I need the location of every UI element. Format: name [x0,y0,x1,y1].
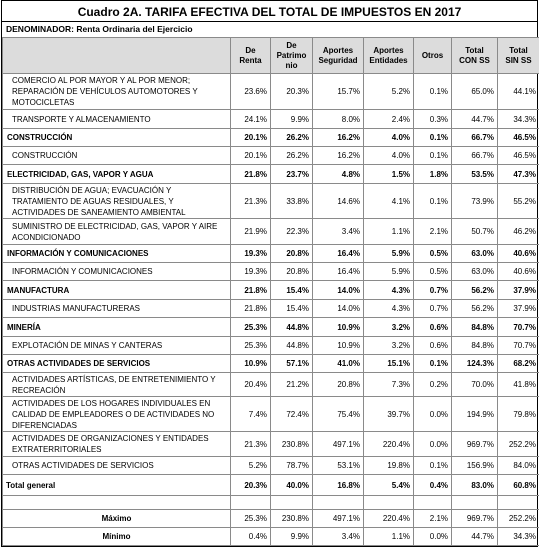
cell-total-con-ss: 84.8% [452,318,498,337]
table-row [3,337,539,355]
header-line: SIN SS [505,56,531,65]
cell-total-sin-ss: 41.8% [498,373,539,397]
cell-aportes-seguridad: 14.6% [313,184,364,219]
spacer-cell [498,496,539,510]
row-label: EXPLOTACIÓN DE MINAS Y CANTERAS [3,337,231,355]
cell-aportes-entidades: 5.2% [364,74,414,110]
header-blank-cell [3,38,231,74]
stat-aportes-entidades: 1.1% [364,528,414,546]
row-label: SUMINISTRO DE ELECTRICIDAD, GAS, VAPOR Y AIRE ACONDICIONADO [3,219,231,245]
cell-otros: 0.7% [414,300,452,318]
cell-aportes-seguridad: 16.4% [313,263,364,281]
cell-de-renta: 25.3% [231,337,271,355]
cell-aportes-entidades: 15.1% [364,355,414,373]
denominator-label: DENOMINADOR: Renta Ordinaria del Ejercicio [1,22,538,37]
cell-total-con-ss: 56.2% [452,281,498,300]
cell-de-patrimonio: 44.8% [271,337,313,355]
cell-de-renta: 19.3% [231,245,271,263]
header-total-con-ss [452,38,498,74]
cell-de-patrimonio: 15.4% [271,300,313,318]
row-label: OTRAS ACTIVIDADES DE SERVICIOS [3,355,231,373]
cell-total-sin-ss: 252.2% [498,432,539,457]
cell-aportes-entidades: 220.4% [364,432,414,457]
header-line: Otros [422,51,443,60]
header-line: CON SS [459,56,490,65]
stat-aportes-entidades: 220.4% [364,510,414,528]
cell-de-patrimonio: 33.8% [271,184,313,219]
section-row [3,355,539,373]
max-row [3,510,539,528]
table-frame [1,37,538,547]
row-label: INFORMACIÓN Y COMUNICACIONES [3,245,231,263]
cell-otros: 0.1% [414,74,452,110]
cell-total-sin-ss: 34.3% [498,110,539,129]
cell-aportes-seguridad: 53.1% [313,457,364,475]
table-row [3,219,539,245]
spacer-cell [271,496,313,510]
header-line: Total [465,46,484,55]
cell-aportes-entidades: 4.0% [364,147,414,165]
cell-otros: 2.1% [414,219,452,245]
cell-otros: 0.0% [414,397,452,432]
cell-total-sin-ss: 47.3% [498,165,539,184]
cell-total-sin-ss: 68.2% [498,355,539,373]
cell-total-con-ss: 84.8% [452,337,498,355]
header-line: De [245,46,255,55]
cell-de-patrimonio: 23.7% [271,165,313,184]
header-line: nio [286,61,298,70]
header-line: Patrimo [277,51,307,60]
table-row [3,74,539,110]
cell-de-renta: 10.9% [231,355,271,373]
row-label: CONSTRUCCIÓN [3,129,231,147]
cell-total-con-ss: 66.7% [452,129,498,147]
section-row [3,245,539,263]
cell-total-con-ss: 44.7% [452,110,498,129]
cell-otros: 0.5% [414,245,452,263]
cell-de-patrimonio: 22.3% [271,219,313,245]
cell-aportes-seguridad: 14.0% [313,300,364,318]
cell-aportes-entidades: 2.4% [364,110,414,129]
cell-aportes-seguridad: 3.4% [313,219,364,245]
cell-total-con-ss: 63.0% [452,245,498,263]
cell-de-renta: 21.8% [231,165,271,184]
cell-de-renta: 7.4% [231,397,271,432]
cell-aportes-entidades: 3.2% [364,337,414,355]
cell-total-sin-ss: 37.9% [498,300,539,318]
cell-total-con-ss: 969.7% [452,432,498,457]
cell-otros: 0.7% [414,281,452,300]
cell-de-renta: 21.8% [231,300,271,318]
cell-otros: 0.6% [414,318,452,337]
cell-total-con-ss: 56.2% [452,300,498,318]
row-label: INFORMACIÓN Y COMUNICACIONES [3,263,231,281]
cell-aportes-entidades: 7.3% [364,373,414,397]
row-label: OTRAS ACTIVIDADES DE SERVICIOS [3,457,231,475]
row-label: DISTRIBUCIÓN DE AGUA; EVACUACIÓN Y TRATAMIENTO DE AGUAS RESIDUALES, Y ACTIVIDADES DE SANEAMIENTO AMBIENTAL [3,184,231,219]
row-label: TRANSPORTE Y ALMACENAMIENTO [3,110,231,129]
spacer-cell [452,496,498,510]
table-row [3,300,539,318]
cell-otros: 0.0% [414,432,452,457]
cell-de-renta: 20.1% [231,129,271,147]
cell-otros: 0.6% [414,337,452,355]
cell-de-patrimonio: 44.8% [271,318,313,337]
cell-total-sin-ss: 46.2% [498,219,539,245]
table-body [3,74,539,546]
header-line: Aportes [323,46,353,55]
cell-total-sin-ss: 46.5% [498,147,539,165]
cell-aportes-entidades: 39.7% [364,397,414,432]
cell-aportes-entidades: 1.1% [364,219,414,245]
cell-de-patrimonio: 72.4% [271,397,313,432]
cell-de-patrimonio: 230.8% [271,432,313,457]
header-line: Entidades [369,56,407,65]
stat-aportes-seguridad: 3.4% [313,528,364,546]
cell-total-sin-ss: 55.2% [498,184,539,219]
stat-total-sin-ss: 252.2% [498,510,539,528]
cell-total-sin-ss: 46.5% [498,129,539,147]
stat-total-con-ss: 969.7% [452,510,498,528]
cell-de-patrimonio: 20.3% [271,74,313,110]
section-row [3,129,539,147]
cell-de-renta: 20.3% [231,475,271,496]
spacer-cell [313,496,364,510]
row-label: ACTIVIDADES DE LOS HOGARES INDIVIDUALES EN CALIDAD DE EMPLEADORES O DE ACTIVIDADES NO DIFERENCIADAS [3,397,231,432]
cell-aportes-entidades: 19.8% [364,457,414,475]
cell-de-patrimonio: 21.2% [271,373,313,397]
cell-total-sin-ss: 79.8% [498,397,539,432]
cell-de-patrimonio: 20.8% [271,263,313,281]
table-row [3,184,539,219]
table-row [3,457,539,475]
table-row [3,373,539,397]
header-line: Aportes [373,46,403,55]
cell-aportes-seguridad: 16.4% [313,245,364,263]
cell-aportes-entidades: 4.3% [364,281,414,300]
cell-total-sin-ss: 84.0% [498,457,539,475]
cell-de-renta: 19.3% [231,263,271,281]
cell-de-renta: 23.6% [231,74,271,110]
cell-de-renta: 21.3% [231,184,271,219]
stat-de-renta: 0.4% [231,528,271,546]
cell-total-con-ss: 156.9% [452,457,498,475]
cell-total-sin-ss: 70.7% [498,337,539,355]
cell-de-patrimonio: 9.9% [271,110,313,129]
row-label: ACTIVIDADES DE ORGANIZACIONES Y ENTIDADES EXTRATERRITORIALES [3,432,231,457]
cell-aportes-entidades: 1.5% [364,165,414,184]
cell-aportes-seguridad: 16.2% [313,129,364,147]
cell-aportes-entidades: 4.0% [364,129,414,147]
cell-aportes-entidades: 5.9% [364,263,414,281]
row-label: INDUSTRIAS MANUFACTURERAS [3,300,231,318]
stat-de-patrimonio: 230.8% [271,510,313,528]
cell-aportes-entidades: 4.3% [364,300,414,318]
cell-otros: 0.2% [414,373,452,397]
cell-aportes-entidades: 5.9% [364,245,414,263]
stat-total-con-ss: 44.7% [452,528,498,546]
cell-de-patrimonio: 26.2% [271,147,313,165]
cell-aportes-seguridad: 15.7% [313,74,364,110]
header-row [3,38,539,74]
cell-aportes-seguridad: 16.2% [313,147,364,165]
cell-de-renta: 21.9% [231,219,271,245]
cell-de-renta: 21.8% [231,281,271,300]
header-line: Seguridad [318,56,357,65]
cell-de-patrimonio: 78.7% [271,457,313,475]
cell-de-renta: 5.2% [231,457,271,475]
row-label: Total general [3,475,231,496]
cell-otros: 0.3% [414,110,452,129]
spacer-cell [364,496,414,510]
row-label: MINERÍA [3,318,231,337]
cell-aportes-entidades: 3.2% [364,318,414,337]
cell-de-renta: 20.4% [231,373,271,397]
header-total-sin-ss [498,38,539,74]
cell-total-sin-ss: 70.7% [498,318,539,337]
cell-total-con-ss: 70.0% [452,373,498,397]
header-line: Total [509,46,528,55]
cell-total-con-ss: 53.5% [452,165,498,184]
cell-aportes-entidades: 4.1% [364,184,414,219]
cell-total-con-ss: 194.9% [452,397,498,432]
table-row [3,397,539,432]
section-row [3,165,539,184]
cell-aportes-seguridad: 20.8% [313,373,364,397]
cell-total-sin-ss: 37.9% [498,281,539,300]
table-wrapper [1,0,538,547]
header-line: Renta [239,56,261,65]
cell-aportes-seguridad: 10.9% [313,337,364,355]
header-line: De [286,41,296,50]
cell-otros: 0.1% [414,129,452,147]
cell-total-sin-ss: 44.1% [498,74,539,110]
cell-aportes-seguridad: 14.0% [313,281,364,300]
cell-otros: 0.1% [414,355,452,373]
total-row [3,475,539,496]
cell-de-patrimonio: 40.0% [271,475,313,496]
row-label: CONSTRUCCIÓN [3,147,231,165]
header-aportes-seguridad [313,38,364,74]
cell-total-sin-ss: 40.6% [498,245,539,263]
spacer-row [3,496,539,510]
cell-de-renta: 21.3% [231,432,271,457]
cell-aportes-seguridad: 4.8% [313,165,364,184]
cell-total-con-ss: 63.0% [452,263,498,281]
table-row [3,432,539,457]
cell-otros: 0.4% [414,475,452,496]
spacer-cell [3,496,231,510]
section-row [3,318,539,337]
row-label: COMERCIO AL POR MAYOR Y AL POR MENOR; REPARACIÓN DE VEHÍCULOS AUTOMOTORES Y MOTOCICLETAS [3,74,231,110]
stat-aportes-seguridad: 497.1% [313,510,364,528]
stat-de-renta: 25.3% [231,510,271,528]
cell-otros: 0.1% [414,184,452,219]
cell-aportes-seguridad: 497.1% [313,432,364,457]
cell-total-con-ss: 50.7% [452,219,498,245]
cell-total-con-ss: 65.0% [452,74,498,110]
cell-aportes-seguridad: 16.8% [313,475,364,496]
cell-total-con-ss: 124.3% [452,355,498,373]
header-otros [414,38,452,74]
cell-de-patrimonio: 15.4% [271,281,313,300]
cell-otros: 0.1% [414,147,452,165]
cell-total-sin-ss: 60.8% [498,475,539,496]
stat-label: Mínimo [3,528,231,546]
cell-total-con-ss: 66.7% [452,147,498,165]
cell-total-sin-ss: 40.6% [498,263,539,281]
row-label: ACTIVIDADES ARTÍSTICAS, DE ENTRETENIMIENTO Y RECREACIÓN [3,373,231,397]
header-de-patrimonio [271,38,313,74]
cell-aportes-seguridad: 41.0% [313,355,364,373]
cell-otros: 1.8% [414,165,452,184]
cell-aportes-seguridad: 8.0% [313,110,364,129]
cell-aportes-seguridad: 75.4% [313,397,364,432]
spacer-cell [414,496,452,510]
stat-de-patrimonio: 9.9% [271,528,313,546]
cell-de-renta: 20.1% [231,147,271,165]
row-label: ELECTRICIDAD, GAS, VAPOR Y AGUA [3,165,231,184]
row-label: MANUFACTURA [3,281,231,300]
tax-rate-table [2,37,539,546]
table-title: Cuadro 2A. TARIFA EFECTIVA DEL TOTAL DE IMPUESTOS EN 2017 [1,0,538,22]
stat-total-sin-ss: 34.3% [498,528,539,546]
stat-otros: 0.0% [414,528,452,546]
stat-otros: 2.1% [414,510,452,528]
cell-aportes-entidades: 5.4% [364,475,414,496]
cell-de-patrimonio: 20.8% [271,245,313,263]
cell-total-con-ss: 83.0% [452,475,498,496]
min-row [3,528,539,546]
spacer-cell [231,496,271,510]
cell-de-patrimonio: 57.1% [271,355,313,373]
cell-de-renta: 25.3% [231,318,271,337]
cell-de-patrimonio: 26.2% [271,129,313,147]
cell-otros: 0.1% [414,457,452,475]
cell-total-con-ss: 73.9% [452,184,498,219]
table-row [3,110,539,129]
table-row [3,263,539,281]
section-row [3,281,539,300]
header-de-renta [231,38,271,74]
cell-otros: 0.5% [414,263,452,281]
stat-label: Máximo [3,510,231,528]
cell-de-renta: 24.1% [231,110,271,129]
table-row [3,147,539,165]
header-aportes-entidades [364,38,414,74]
cell-aportes-seguridad: 10.9% [313,318,364,337]
